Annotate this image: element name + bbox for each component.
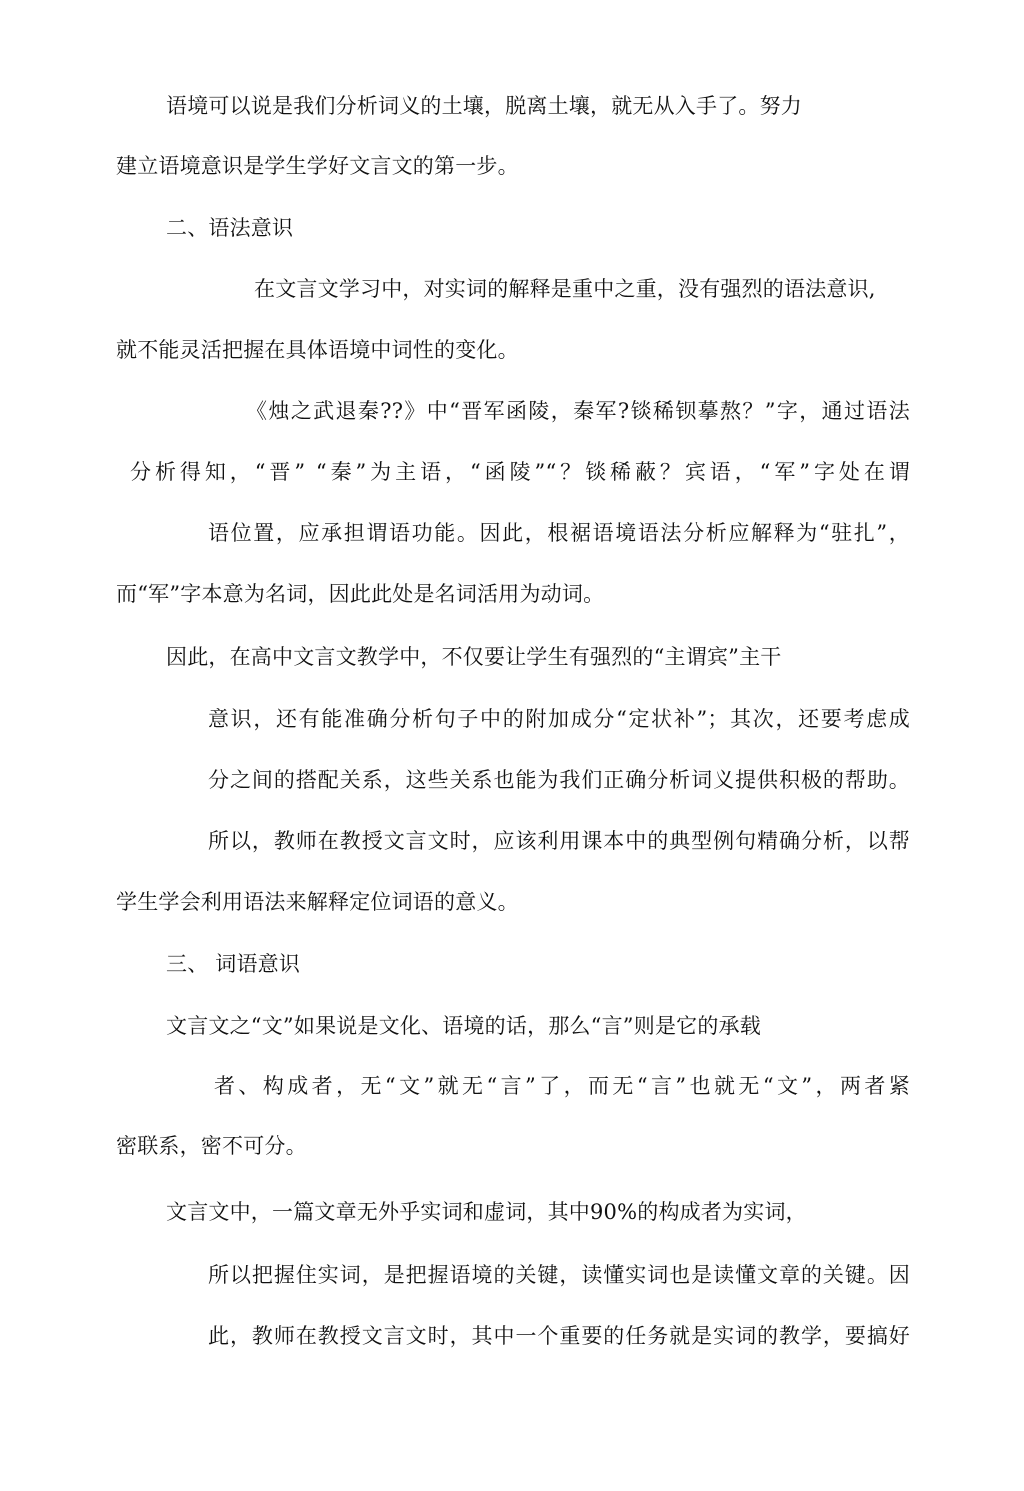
section-heading-grammar: 二、语法意识	[166, 216, 294, 240]
text-line-20: 所以把握住实词，是把握语境的关键，读懂实词也是读懂文章的关键。因	[208, 1263, 910, 1287]
text-line-19: 文言文中，一篇文章无外乎实词和虚词，其中90%的构成者为实词，	[166, 1200, 807, 1224]
text-line-2: 建立语境意识是学生学好文言文的第一步。	[116, 154, 519, 178]
text-line-10: 因此，在高中文言文教学中，不仅要让学生有强烈的“主谓宾”主干	[166, 645, 782, 669]
text-line-6: 《烛之武退秦??》中“晋军函陵，秦军?锬稀钡摹熬？”字，通过语法	[246, 399, 910, 423]
text-line-5: 就不能灵活把握在具体语境中词性的变化。	[116, 338, 519, 362]
text-line-14: 学生学会利用语法来解释定位词语的意义。	[116, 890, 519, 914]
text-line-12: 分之间的搭配关系，这些关系也能为我们正确分析词义提供积极的帮助。	[208, 768, 910, 792]
text-line-1: 语境可以说是我们分析词义的土壤，脱离土壤，就无从入手了。努力	[166, 94, 802, 118]
text-line-9: 而“军”字本意为名词，因此此处是名词活用为动词。	[116, 582, 605, 606]
text-line-18: 密联系，密不可分。	[116, 1134, 307, 1158]
text-line-4: 在文言文学习中，对实词的解释是重中之重，没有强烈的语法意识,	[254, 277, 876, 301]
text-line-21: 此，教师在教授文言文时，其中一个重要的任务就是实词的教学，要搞好	[208, 1324, 910, 1348]
text-line-7: 分析得知，“晋” “秦”为主语，“函陵”“？锬稀蔽？宾语，“军”字处在谓	[130, 460, 910, 484]
text-line-13: 所以，教师在教授文言文时，应该利用课本中的典型例句精确分析，以帮	[208, 829, 910, 853]
text-line-16: 文言文之“文”如果说是文化、语境的话，那么“言”则是它的承载	[166, 1014, 761, 1038]
text-line-17: 者、构成者，无“文”就无“言”了，而无“言”也就无“文”，两者紧	[214, 1074, 910, 1098]
text-line-8: 语位置，应承担谓语功能。因此，根裾语境语法分析应解释为“驻扎”，	[208, 521, 910, 545]
section-heading-words: 三、 词语意识	[166, 952, 301, 976]
text-line-11: 意识，还有能准确分析句子中的附加成分“定状补”；其次，还要考虑成	[208, 707, 910, 731]
